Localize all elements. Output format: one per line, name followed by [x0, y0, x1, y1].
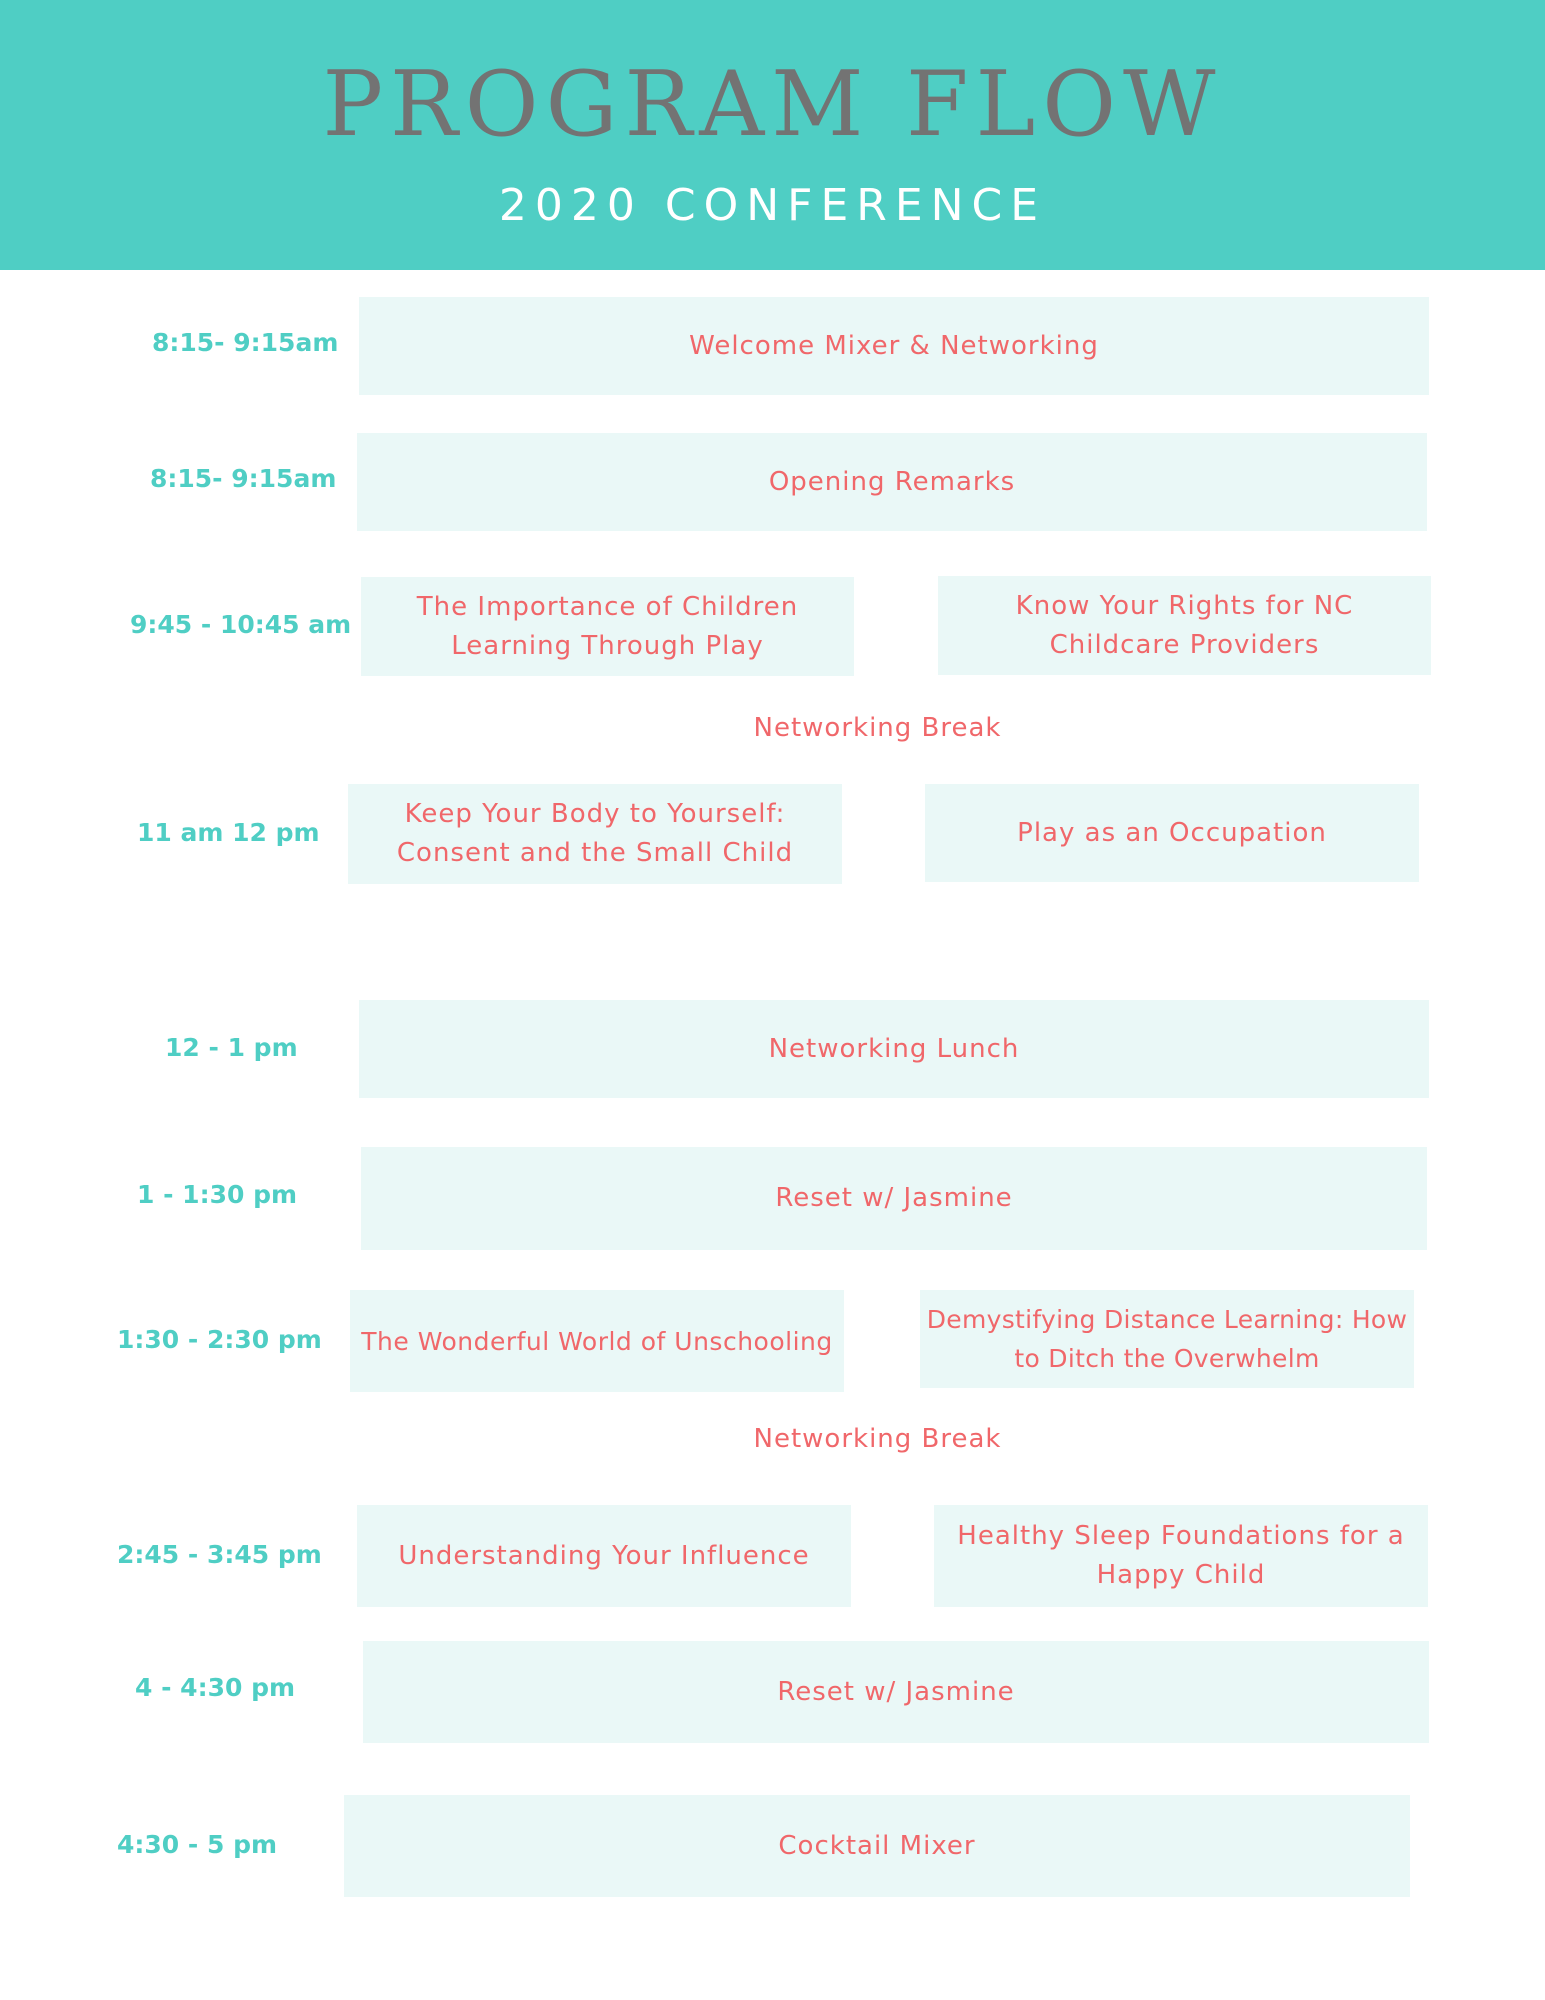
time-slot: 8:15- 9:15am — [150, 464, 337, 493]
session-box: Understanding Your Influence — [357, 1505, 851, 1607]
session-box: Demystifying Distance Learning: How to Ditch the Overwhelm — [920, 1290, 1414, 1388]
time-slot: 9:45 - 10:45 am — [130, 610, 352, 639]
time-slot: 4 - 4:30 pm — [135, 1673, 296, 1702]
session-box: Cocktail Mixer — [344, 1795, 1410, 1897]
time-slot: 4:30 - 5 pm — [117, 1830, 278, 1859]
session-box: Networking Lunch — [359, 1000, 1429, 1098]
session-box: Reset w/ Jasmine — [363, 1641, 1429, 1743]
networking-break: Networking Break — [753, 1424, 1002, 1454]
time-slot: 11 am 12 pm — [137, 818, 320, 847]
time-slot: 1 - 1:30 pm — [137, 1180, 298, 1209]
session-box: Play as an Occupation — [925, 784, 1419, 882]
session-box: The Importance of Children Learning Through Play — [361, 577, 854, 676]
time-slot: 12 - 1 pm — [165, 1033, 298, 1062]
time-slot: 1:30 - 2:30 pm — [117, 1325, 322, 1354]
session-box: Opening Remarks — [357, 433, 1427, 531]
session-box: The Wonderful World of Unschooling — [350, 1290, 844, 1392]
time-slot: 2:45 - 3:45 pm — [117, 1540, 322, 1569]
time-slot: 8:15- 9:15am — [152, 328, 339, 357]
session-box: Welcome Mixer & Networking — [359, 297, 1429, 395]
session-box: Reset w/ Jasmine — [361, 1147, 1427, 1250]
session-box: Keep Your Body to Yourself: Consent and the Small Child — [348, 784, 842, 884]
session-box: Know Your Rights for NC Childcare Providers — [938, 576, 1431, 675]
header-banner — [0, 0, 1545, 270]
networking-break: Networking Break — [753, 713, 1002, 743]
page-subtitle: 2020 CONFERENCE — [498, 180, 1047, 231]
page-title: PROGRAM FLOW — [322, 52, 1223, 157]
session-box: Healthy Sleep Foundations for a Happy Child — [934, 1505, 1428, 1607]
